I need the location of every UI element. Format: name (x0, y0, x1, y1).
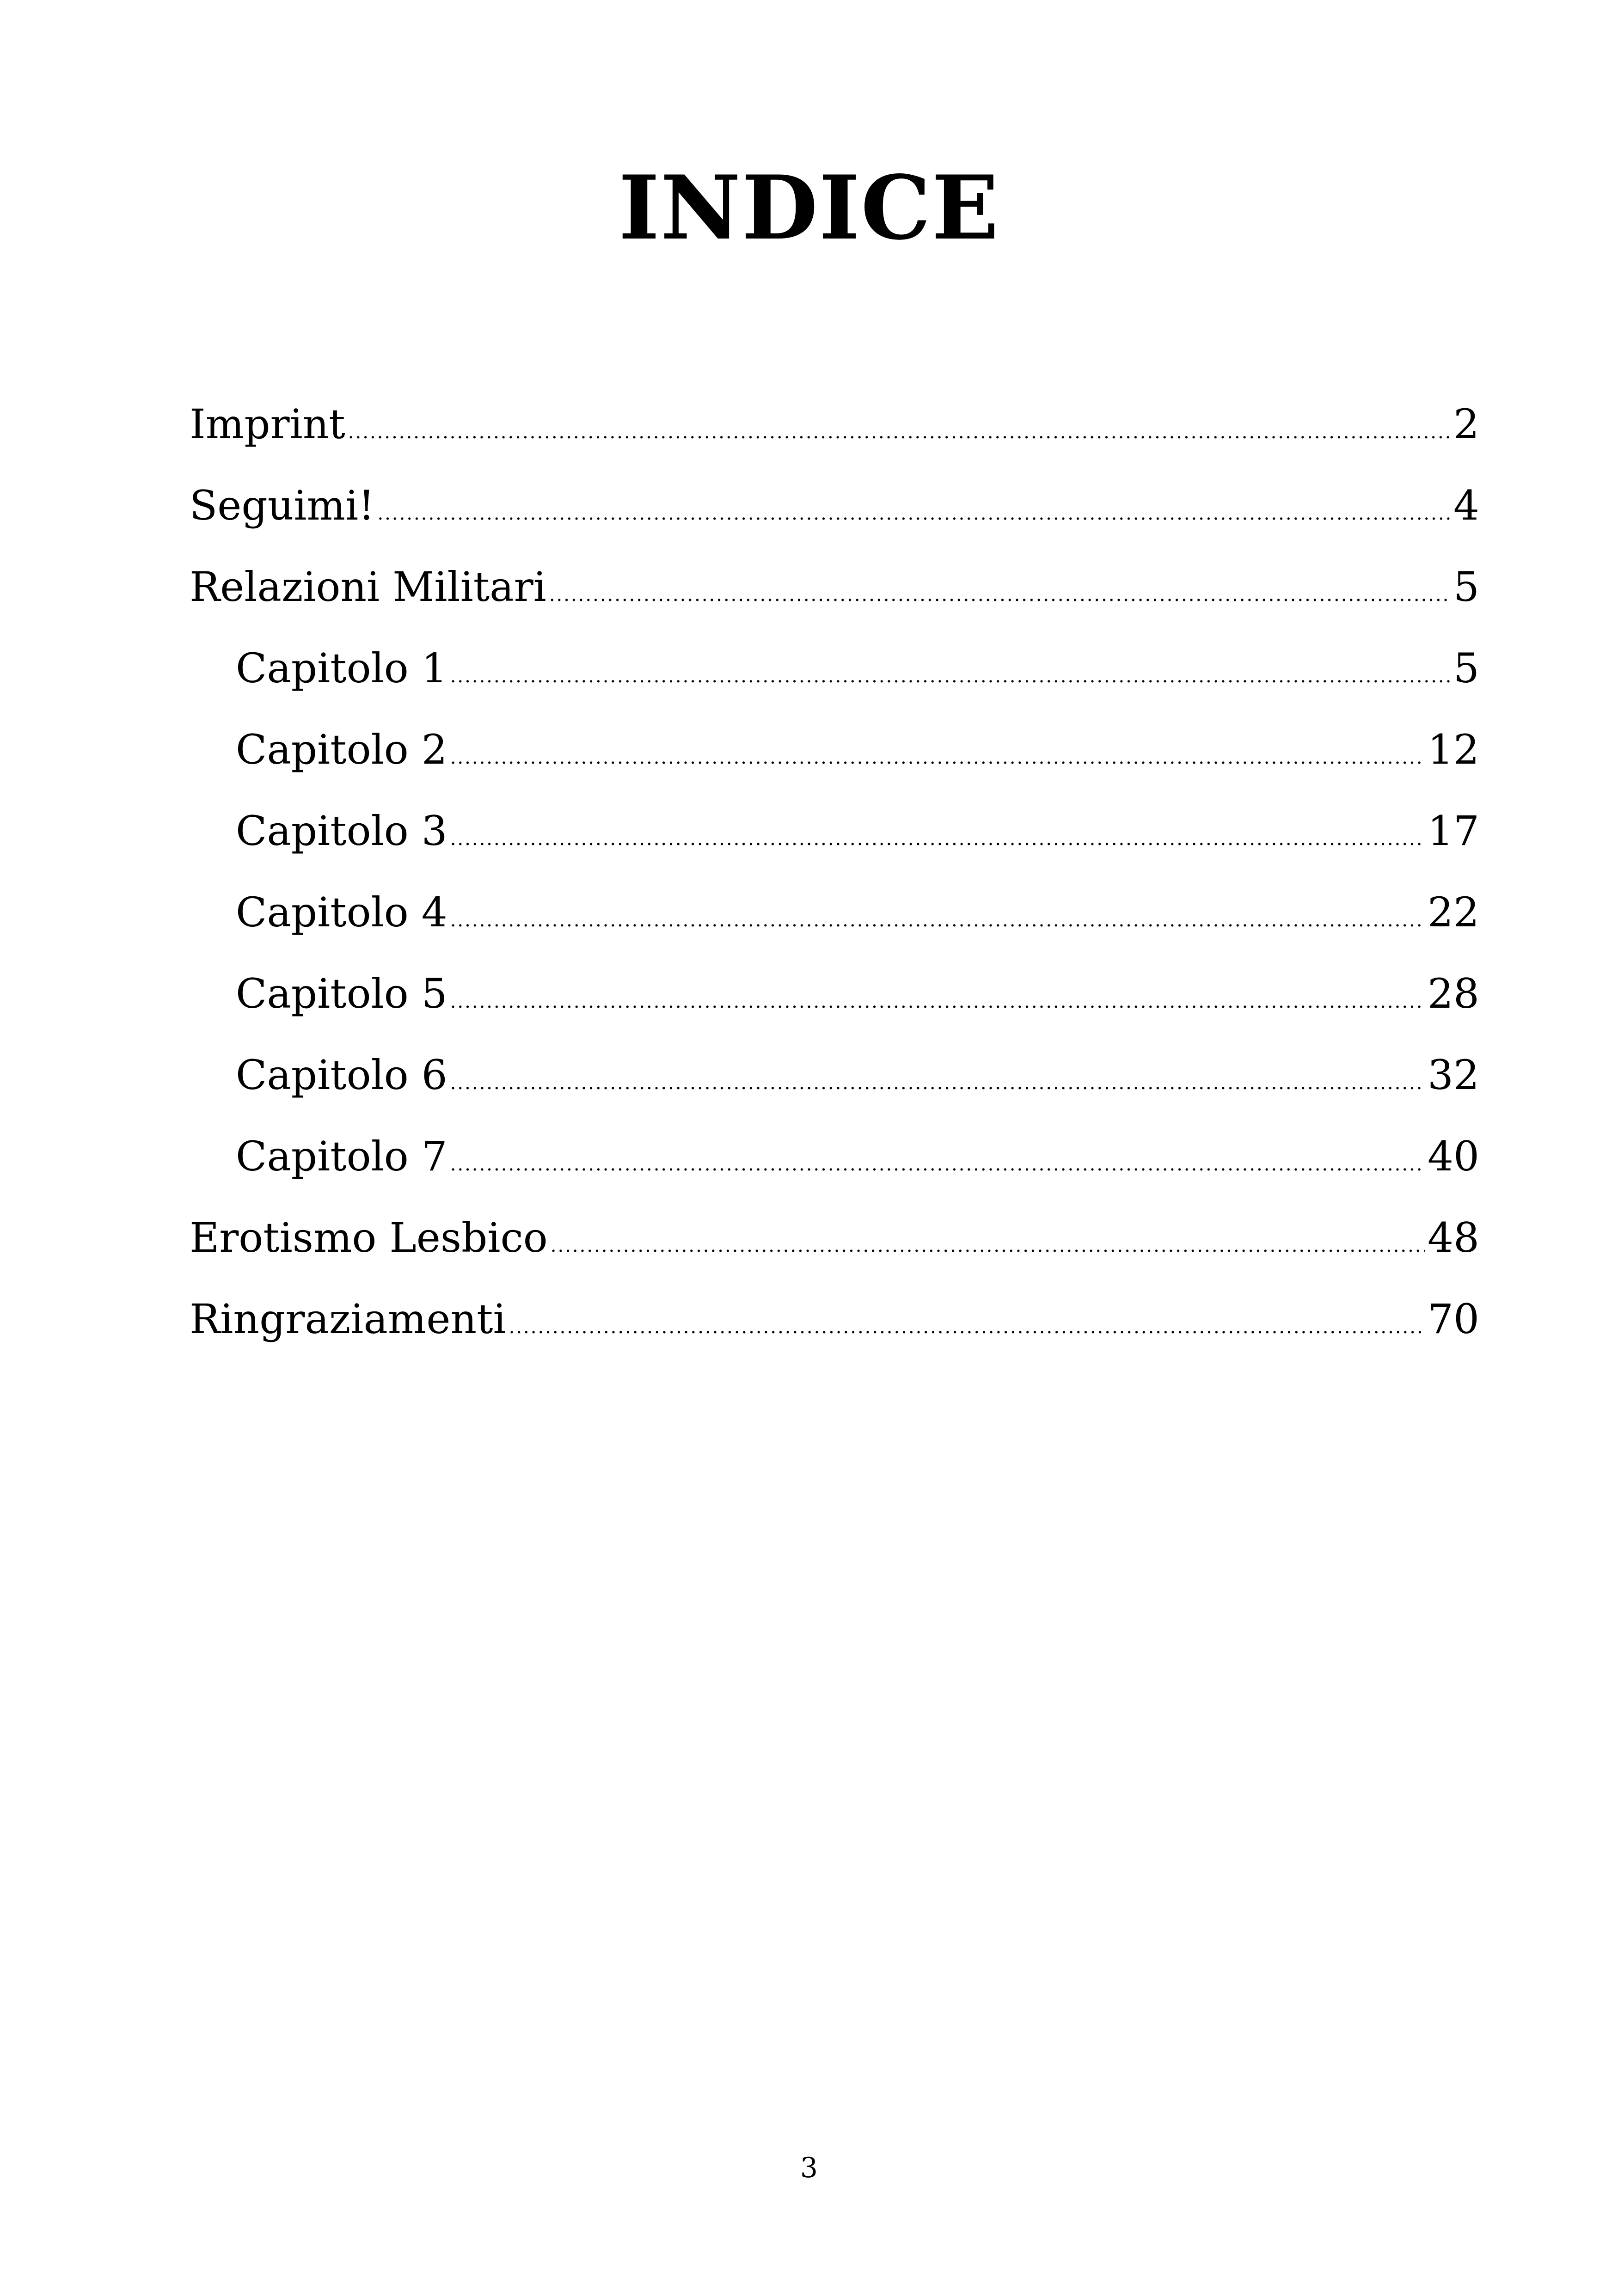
toc-entry-capitolo-4[interactable] (190, 872, 1479, 953)
toc-entry-seguimi[interactable] (190, 465, 1479, 546)
toc-entry-capitolo-5[interactable] (190, 953, 1479, 1035)
toc-entry-page: 2 (1453, 400, 1479, 448)
toc-dot-leader (450, 1042, 1425, 1124)
toc-entry-relazioni-militari[interactable] (190, 546, 1479, 628)
toc-entry-page: 28 (1428, 970, 1479, 1017)
toc-entry-capitolo-2[interactable] (190, 709, 1479, 790)
toc-entry-label: Capitolo 5 (236, 970, 447, 1017)
toc-dot-leader (450, 798, 1425, 880)
table-of-contents (190, 384, 1479, 1360)
toc-entry-label: Seguimi! (190, 482, 375, 529)
toc-dot-leader (377, 473, 1451, 554)
toc-entry-label: Capitolo 1 (236, 644, 447, 692)
toc-entry-page: 12 (1428, 726, 1479, 773)
page-number: 3 (800, 2152, 818, 2184)
toc-entry-page: 5 (1453, 644, 1479, 692)
toc-dot-leader (450, 961, 1425, 1042)
toc-dot-leader (450, 636, 1451, 717)
toc-entry-capitolo-7[interactable] (190, 1116, 1479, 1197)
toc-dot-leader (348, 392, 1451, 473)
toc-entry-label: Capitolo 4 (236, 888, 447, 936)
toc-entry-page: 22 (1428, 888, 1479, 936)
toc-dot-leader (450, 880, 1425, 961)
toc-entry-page: 4 (1453, 482, 1479, 529)
toc-entry-page: 48 (1428, 1214, 1479, 1261)
toc-entry-label: Imprint (190, 400, 345, 448)
toc-entry-label: Capitolo 6 (236, 1051, 447, 1099)
toc-entry-label: Ringraziamenti (190, 1295, 506, 1343)
toc-entry-page: 32 (1428, 1051, 1479, 1099)
toc-entry-ringraziamenti[interactable] (190, 1279, 1479, 1360)
toc-entry-label: Capitolo 7 (236, 1133, 447, 1180)
toc-entry-label: Erotismo Lesbico (190, 1214, 548, 1261)
toc-dot-leader (551, 1205, 1425, 1286)
page-title: INDICE (618, 156, 1000, 259)
toc-dot-leader (450, 717, 1425, 798)
toc-entry-label: Relazioni Militari (190, 563, 546, 611)
toc-entry-label: Capitolo 2 (236, 726, 447, 773)
toc-entry-page: 5 (1453, 563, 1479, 611)
toc-entry-page: 70 (1428, 1295, 1479, 1343)
toc-dot-leader (450, 1124, 1425, 1205)
toc-entry-capitolo-1[interactable] (190, 628, 1479, 709)
toc-entry-erotismo-lesbico[interactable] (190, 1197, 1479, 1279)
toc-entry-page: 17 (1428, 807, 1479, 855)
toc-entry-capitolo-3[interactable] (190, 790, 1479, 872)
toc-entry-page: 40 (1428, 1133, 1479, 1180)
toc-dot-leader (509, 1286, 1425, 1368)
toc-entry-capitolo-6[interactable] (190, 1035, 1479, 1116)
toc-entry-label: Capitolo 3 (236, 807, 447, 855)
toc-entry-imprint[interactable] (190, 384, 1479, 465)
toc-dot-leader (549, 554, 1451, 636)
